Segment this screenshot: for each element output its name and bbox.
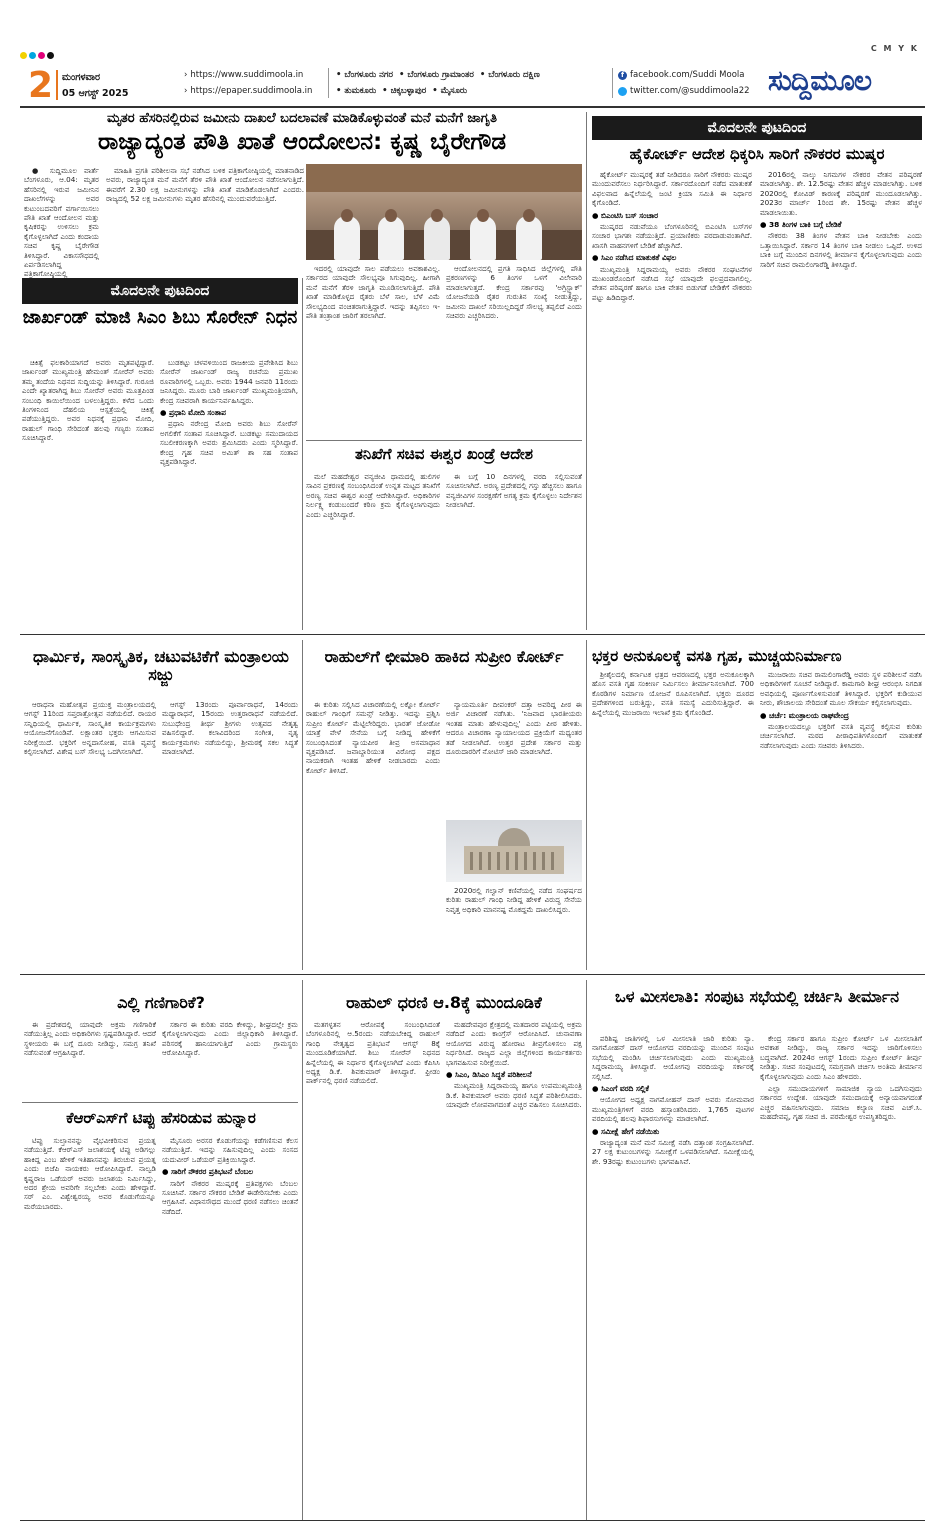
rahul-protest-subhead: ● ಸಿಎಂ, ಡಿಸಿಎಂ ಸಿದ್ಧತೆ ಪರಿಶೀಲನೆ bbox=[446, 1070, 532, 1080]
housing-col-1: ಶ್ರೀಶೈಲದಲ್ಲಿ ಕರ್ನಾಟಕ ಛತ್ರದ ಆವರಣದಲ್ಲಿ ಭಕ್ತರ ಅನುಕೂಲಕ್ಕಾಗಿ ಹೊಸ ವಸತಿ ಗೃಹ ಸಂಕೀರ್ಣ ನಿರ್ಮಿಸಲು ತೀರ್ಮಾನಿಸಲಾಗಿದೆ. 700 ಕೊಠಡಿಗಳ ನಿರ್ಮಾಣ ಯೋಜನೆ ರೂಪಿಸಲಾಗಿದೆ. ಭಕ್ತರು ದೂರದ ಪ್ರದೇಶಗಳಿಂದ ಬರುತ್ತಿದ್ದು, ವಸತಿ ಸಮಸ್ಯೆ ಎದುರಿಸುತ್ತಿದ್ದಾರೆ. ಈ ಹಿನ್ನೆಲೆಯಲ್ಲಿ ಮುಜರಾಯಿ ಇಲಾಖೆ ಕ್ರಮ ಕೈಗೊಂಡಿದೆ. bbox=[592, 670, 754, 717]
highcourt-subhead-1: ● ಬಿಎಂಟಿಸಿ ಬಸ್ ಸಂಚಾರ bbox=[592, 210, 658, 220]
highcourt-subhead-3: ● 38 ತಿಂಗಳ ಬಾಕಿ ಬಗ್ಗೆ ಬೇಡಿಕೆ bbox=[760, 220, 842, 230]
registration-dot-icon bbox=[47, 52, 54, 59]
rahul-court-col-2: ನ್ಯಾಯಮೂರ್ತಿ ದೀಪಂಕರ್ ದತ್ತಾ ಅವರಿದ್ದ ಪೀಠ ಈ ಅರ್ಜಿ ವಿಚಾರಣೆ ನಡೆಸಿತು. 'ನಿಜವಾದ ಭಾರತೀಯರು ಇಂತಹ ಮಾತು ಹೇಳುವುದಿಲ್ಲ' ಎಂದು ಪೀಠ ಹೇಳಿತು. ಆದರೂ ವಿಚಾರಣಾ ನ್ಯಾಯಾಲಯದ ಪ್ರಕ್ರಿಯೆಗೆ ಮಧ್ಯಂತರ ತಡೆ ನೀಡಲಾಗಿದೆ. ಉತ್ತರ ಪ್ರದೇಶ ಸರ್ಕಾರ ಮತ್ತು ದೂರುದಾರರಿಗೆ ನೋಟಿಸ್ ಜಾರಿ ಮಾಡಲಾಗಿದೆ. bbox=[446, 700, 582, 757]
mantralaya-headline: ಧಾರ್ಮಿಕ, ಸಾಂಸ್ಕೃತಿಕ, ಚಟುವಟಿಕೆಗೆ ಮಂತ್ರಾಲಯ ಸಜ್ಜು bbox=[33, 647, 289, 684]
edition-bengaluru-south[interactable]: • ಬೆಂಗಳೂರು ದಕ್ಷಿಣ bbox=[479, 70, 540, 80]
twitter-link[interactable]: twitter.com/@suddimoola22 bbox=[618, 86, 750, 96]
jharkhand-headline: ಜಾರ್ಖಂಡ್ ಮಾಜಿ ಸಿಎಂ ಶಿಬು ಸೊರೇನ್ ನಿಧನ bbox=[22, 307, 298, 328]
page-number-divider bbox=[56, 70, 58, 100]
housing-headline: ಭಕ್ತರ ಅನುಕೂಲಕ್ಕೆ ವಸತಿ ಗೃಹ, ಮುಚ್ಚಯನಿರ್ಮಾಣ bbox=[592, 647, 842, 665]
lead-col-1: ● ಸುದ್ದಿಮೂಲ ವಾರ್ತೆ ಬೆಂಗಳೂರು, ಆ.04: ಮೃತರ ಹೆಸರಿನಲ್ಲಿ ಇರುವ ಜಮೀನಿನ ದಾಖಲೆಗಳನ್ನು ಅವರ ಕುಟುಂಬದವರಿಗೆ ವರ್ಗಾಯಿಸಲು ಪೌತಿ ಖಾತೆ ಆಂದೋಲನ ಮತ್ತು ಕೃಷಿಕರನ್ನು ಉಳಿಸಲು ಕ್ರಮ ಕೈಗೊಳ್ಳಲಾಗಿದೆ ಎಂದು ಕಂದಾಯ ಸಚಿವ ಕೃಷ್ಣ ಬೈರೇಗೌಡ ತಿಳಿಸಿದ್ದಾರೆ. ವಿಕಾಸಸೌಧದಲ್ಲಿ ಏರ್ಪಡಿಸಲಾಗಿದ್ದ ಪತ್ರಿಕಾಗೋಷ್ಠಿಯಲ್ಲಿ bbox=[24, 166, 99, 279]
krs-headline: ಕೆಆರ್‌ಎಸ್‌ಗೆ ಟಿಪ್ಪು ಹೆಸರಿಡುವ ಹುನ್ನಾರ bbox=[66, 1109, 256, 1127]
edition-tumakuru[interactable]: • ತುಮಕೂರು bbox=[336, 86, 377, 96]
highcourt-section-band: ಮೊದಲನೇ ಪುಟದಿಂದ bbox=[592, 116, 922, 140]
reservation-col-2: ಕೇಂದ್ರ ಸರ್ಕಾರ ಹಾಗೂ ಸುಪ್ರೀಂ ಕೋರ್ಟ್ ಒಳ ಮೀಸಲಾತಿಗೆ ಅವಕಾಶ ನೀಡಿದ್ದು, ರಾಜ್ಯ ಸರ್ಕಾರ ಇದನ್ನು ಜಾರಿಗೊಳಿಸಲು ಬದ್ಧವಾಗಿದೆ. 2024ರ ಆಗಸ್ಟ್ 1ರಂದು ಸುಪ್ರೀಂ ಕೋರ್ಟ್ ತೀರ್ಪು ನೀಡಿತ್ತು. ಸಚಿವ ಸಂಪುಟದಲ್ಲಿ ಸಮಗ್ರವಾಗಿ ಚರ್ಚಿಸಿ ಅಂತಿಮ ತೀರ್ಮಾನ ಕೈಗೊಳ್ಳಲಾಗುವುದು ಎಂದು ಸಿಎಂ ಹೇಳಿದರು. ಎಲ್ಲಾ ಸಮುದಾಯಗಳಿಗೆ ಸಾಮಾಜಿಕ ನ್ಯಾಯ ಒದಗಿಸುವುದು ಸರ್ಕಾರದ ಉದ್ದೇಶ. ಯಾವುದೇ ಸಮುದಾಯಕ್ಕೆ ಅನ್ಯಾಯವಾಗದಂತೆ ಎಚ್ಚರ ವಹಿಸಲಾಗುವುದು. ಸಮಾಜ ಕಲ್ಯಾಣ ಸಚಿವ ಎಚ್.ಸಿ. ಮಹದೇವಪ್ಪ, ಗೃಹ ಸಚಿವ ಜಿ. ಪರಮೇಶ್ವರ ಉಪಸ್ಥಿತರಿದ್ದರು. bbox=[760, 1034, 922, 1122]
jharkhand-subhead: ● ಪ್ರಧಾನಿ ಮೋದಿ ಸಂತಾಪ bbox=[160, 408, 226, 418]
twitter-icon bbox=[618, 87, 627, 96]
krs-col-1: ಟಿಪ್ಪು ಸುಲ್ತಾನನನ್ನು ವೈಭವೀಕರಿಸುವ ಪ್ರಯತ್ನ ನಡೆಯುತ್ತಿದೆ. ಕೆಆರ್‌ಎಸ್ ಜಲಾಶಯಕ್ಕೆ ಟಿಪ್ಪು ಅಡಿಗಲ್ಲು ಹಾಕಿದ್ದ ಎಂಬ ಹೇಳಿಕೆ ಇತಿಹಾಸವನ್ನು ತಿರುಚುವ ಪ್ರಯತ್ನ ಎಂದು ಬಿಜೆಪಿ ನಾಯಕರು ಆರೋಪಿಸಿದ್ದಾರೆ. ನಾಲ್ವಡಿ ಕೃಷ್ಣರಾಜ ಒಡೆಯರ್ ಅವರು ಜಲಾಶಯ ನಿರ್ಮಿಸಿದ್ದು, ಅದರ ಶ್ರೇಯ ಅವರಿಗೇ ಸಲ್ಲಬೇಕು ಎಂದು ಹೇಳಿದ್ದಾರೆ. ಸರ್‌ ಎಂ. ವಿಶ್ವೇಶ್ವರಯ್ಯ ಅವರ ಕೊಡುಗೆಯನ್ನೂ ಮರೆಯಬಾರದು. bbox=[24, 1136, 156, 1211]
lead-headline: ರಾಜ್ಯಾದ್ಯಂತ ಪೌತಿ ಖಾತೆ ಆಂದೋಲನ: ಕೃಷ್ಣ ಬೈರೇಗೌಡ bbox=[97, 129, 507, 155]
jharkhand-section-band: ಮೊದಲನೇ ಪುಟದಿಂದ bbox=[22, 278, 298, 304]
eshwar-col-2: ಈ ಬಗ್ಗೆ 10 ದಿನಗಳಲ್ಲಿ ವರದಿ ಸಲ್ಲಿಸುವಂತೆ ಸೂಚಿಸಲಾಗಿದೆ. ಅರಣ್ಯ ಪ್ರದೇಶದಲ್ಲಿ ಗಸ್ತು ಹೆಚ್ಚಿಸಲು ಹಾಗೂ ವನ್ಯಜೀವಿಗಳ ಸಂರಕ್ಷಣೆಗೆ ಅಗತ್ಯ ಕ್ರಮ ಕೈಗೊಳ್ಳಲು ನಿರ್ದೇಶನ ನೀಡಲಾಗಿದೆ. bbox=[446, 472, 582, 510]
highcourt-col-1: ಹೈಕೋರ್ಟ್ ಮುಷ್ಕರಕ್ಕೆ ತಡೆ ನೀಡಿದರೂ ಸಾರಿಗೆ ನೌಕರರು ಮುಷ್ಕರ ಮುಂದುವರೆಸಲು ನಿರ್ಧರಿಸಿದ್ದಾರೆ. ಸರ್ಕಾರದೊಂದಿಗೆ ನಡೆದ ಮಾತುಕತೆ ವಿಫಲವಾದ ಹಿನ್ನೆಲೆಯಲ್ಲಿ ಜಂಟಿ ಕ್ರಿಯಾ ಸಮಿತಿ ಈ ನಿರ್ಧಾರ ಕೈಗೊಂಡಿದೆ. ● ಬಿಎಂಟಿಸಿ ಬಸ್ ಸಂಚಾರ ಮುಷ್ಕರದ ನಡುವೆಯೂ ಬೆಂಗಳೂರಿನಲ್ಲಿ ಬಿಎಂಟಿಸಿ ಬಸ್‌ಗಳ ಸಂಚಾರ ಭಾಗಶಃ ನಡೆಯುತ್ತಿದೆ. ಪ್ರಯಾಣಿಕರು ಪರದಾಡುವಂತಾಗಿದೆ. ಖಾಸಗಿ ವಾಹನಗಳಿಗೆ ಬೇಡಿಕೆ ಹೆಚ್ಚಾಗಿದೆ. ● ಸಿಎಂ ನಡೆಸಿದ ಮಾತುಕತೆ ವಿಫಲ ಮುಖ್ಯಮಂತ್ರಿ ಸಿದ್ದರಾಮಯ್ಯ ಅವರು ನೌಕರರ ಸಂಘಟನೆಗಳ ಮುಖಂಡರೊಂದಿಗೆ ನಡೆಸಿದ ಸಭೆ ಯಾವುದೇ ಫಲಪ್ರದವಾಗಲಿಲ್ಲ. ವೇತನ ಪರಿಷ್ಕರಣೆ ಹಾಗೂ ಬಾಕಿ ವೇತನ ಬಿಡುಗಡೆ ಬೇಡಿಕೆಗೆ ನೌಕರರು ಪಟ್ಟು ಹಿಡಿದಿದ್ದಾರೆ. bbox=[592, 170, 752, 302]
social-links bbox=[618, 70, 750, 96]
website-link[interactable]: › https://www.suddimoola.in bbox=[184, 70, 304, 80]
registration-dot-icon bbox=[38, 52, 45, 59]
mining-col-2: ಸರ್ಕಾರ ಈ ಕುರಿತು ವರದಿ ಕೇಳಿದ್ದು, ಶೀಘ್ರದಲ್ಲೇ ಕ್ರಮ ಕೈಗೊಳ್ಳಲಾಗುವುದು ಎಂದು ಜಿಲ್ಲಾಧಿಕಾರಿ ತಿಳಿಸಿದ್ದಾರೆ. ಪರಿಸರಕ್ಕೆ ಹಾನಿಯಾಗುತ್ತಿದೆ ಎಂದು ಗ್ರಾಮಸ್ಥರು ಆರೋಪಿಸಿದ್ದಾರೆ. bbox=[162, 1020, 298, 1058]
krs-subhead: ● ಸಾರಿಗೆ ನೌಕರರ ಪ್ರತಿಭಟನೆ ಬೆಂಬಲ bbox=[162, 1167, 254, 1177]
facebook-icon: f bbox=[618, 71, 627, 80]
lead-photo-meeting bbox=[306, 164, 582, 260]
website-links bbox=[184, 70, 312, 96]
issue-date: 05 ಆಗಸ್ಟ್ 2025 bbox=[62, 88, 129, 99]
newspaper-logo: ಸುದ್ದಿಮೂಲ bbox=[768, 64, 872, 97]
rahul-protest-headline: ರಾಹುಲ್ ಧರಣಿ ಆ.8ಕ್ಕೆ ಮುಂದೂಡಿಕೆ bbox=[346, 993, 542, 1012]
jharkhand-col-1: ಚಿಕಿತ್ಸೆ ಫಲಕಾರಿಯಾಗದೆ ಅವರು ಮೃತಪಟ್ಟಿದ್ದಾರೆ. ಜಾರ್ಖಂಡ್ ಮುಖ್ಯಮಂತ್ರಿ ಹೇಮಂತ್ ಸೋರೆನ್ ಅವರು ತಮ್ಮ ತಂದೆಯ ನಿಧನದ ಸುದ್ದಿಯನ್ನು ತಿಳಿಸಿದ್ದಾರೆ. ಗುರೂಜಿ ಎಂದೇ ಖ್ಯಾತರಾಗಿದ್ದ ಶಿಬು ಸೋರೆನ್ ಅವರು ಮೂತ್ರಪಿಂಡ ಸಂಬಂಧಿ ಕಾಯಿಲೆಯಿಂದ ಬಳಲುತ್ತಿದ್ದರು. ಕಳೆದ ಒಂದು ತಿಂಗಳಿನಿಂದ ದೆಹಲಿಯ ಆಸ್ಪತ್ರೆಯಲ್ಲಿ ಚಿಕಿತ್ಸೆ ಪಡೆಯುತ್ತಿದ್ದರು. ಅವರ ನಿಧನಕ್ಕೆ ಪ್ರಧಾನಿ ಮೋದಿ, ರಾಹುಲ್ ಗಾಂಧಿ ಸೇರಿದಂತೆ ಹಲವು ಗಣ್ಯರು ಸಂತಾಪ ಸೂಚಿಸಿದ್ದಾರೆ. bbox=[22, 358, 154, 443]
edition-bengaluru-city[interactable]: • ಬೆಂಗಳೂರು ನಗರ bbox=[336, 70, 393, 80]
mining-headline: ಎಲ್ಲಿ ಗಣಿಗಾರಿಕೆ? bbox=[117, 993, 205, 1012]
reservation-subhead-1: ● ಸಿಎಂಗೆ ವರದಿ ಸಲ್ಲಿಕೆ bbox=[592, 1084, 649, 1094]
rahul-protest-col-2: ಮಹದೇವಪುರ ಕ್ಷೇತ್ರದಲ್ಲಿ ಮತದಾರರ ಪಟ್ಟಿಯಲ್ಲಿ ಅಕ್ರಮ ನಡೆದಿದೆ ಎಂದು ಕಾಂಗ್ರೆಸ್ ಆರೋಪಿಸಿದೆ. ಚುನಾವಣಾ ಆಯೋಗದ ವಿರುದ್ಧ ಹೋರಾಟ ತೀವ್ರಗೊಳಿಸಲು ಪಕ್ಷ ನಿರ್ಧರಿಸಿದೆ. ರಾಜ್ಯದ ಎಲ್ಲಾ ಜಿಲ್ಲೆಗಳಿಂದ ಕಾರ್ಯಕರ್ತರು ಭಾಗವಹಿಸುವ ನಿರೀಕ್ಷೆಯಿದೆ. ● ಸಿಎಂ, ಡಿಸಿಎಂ ಸಿದ್ಧತೆ ಪರಿಶೀಲನೆ ಮುಖ್ಯಮಂತ್ರಿ ಸಿದ್ದರಾಮಯ್ಯ ಹಾಗೂ ಉಪಮುಖ್ಯಮಂತ್ರಿ ಡಿ.ಕೆ. ಶಿವಕುಮಾರ್ ಅವರು ಧರಣಿ ಸಿದ್ಧತೆ ಪರಿಶೀಲಿಸಿದರು. ಯಾವುದೇ ಲೋಪವಾಗದಂತೆ ಎಚ್ಚರ ವಹಿಸಲು ಸೂಚಿಸಿದರು. bbox=[446, 1020, 582, 1110]
reservation-subhead-2: ● ಸಮೀಕ್ಷೆ ಹೇಗೆ ನಡೆಯಿತು bbox=[592, 1126, 660, 1136]
facebook-link[interactable]: f facebook.com/Suddi Moola bbox=[618, 70, 750, 80]
highcourt-subhead-2: ● ಸಿಎಂ ನಡೆಸಿದ ಮಾತುಕತೆ ವಿಫಲ bbox=[592, 253, 677, 263]
eshwar-headline: ತನಿಖೆಗೆ ಸಚಿವ ಈಶ್ವರ ಖಂಡ್ರೆ ಆದೇಶ bbox=[354, 445, 534, 463]
highcourt-col-2: 2016ರಲ್ಲಿ ನಾಲ್ಕು ನಿಗಮಗಳ ನೌಕರರ ವೇತನ ಪರಿಷ್ಕರಣೆ ಮಾಡಲಾಗಿತ್ತು. ಶೇ. 12.5ರಷ್ಟು ವೇತನ ಹೆಚ್ಚಳ ಮಾಡಲಾಗಿತ್ತು. ಬಳಿಕ 2020ರಲ್ಲಿ ಕೋವಿಡ್ ಕಾರಣಕ್ಕೆ ಪರಿಷ್ಕರಣೆ ಮುಂದೂಡಲಾಗಿತ್ತು. 2023ರ ಮಾರ್ಚ್ 1ರಿಂದ ಶೇ. 15ರಷ್ಟು ವೇತನ ಹೆಚ್ಚಳ ಮಾಡಲಾಯಿತು. ● 38 ತಿಂಗಳ ಬಾಕಿ ಬಗ್ಗೆ ಬೇಡಿಕೆ ನೌಕರರು 38 ತಿಂಗಳ ವೇತನ ಬಾಕಿ ನೀಡಬೇಕು ಎಂದು ಒತ್ತಾಯಿಸಿದ್ದಾರೆ. ಸರ್ಕಾರ 14 ತಿಂಗಳ ಬಾಕಿ ನೀಡಲು ಒಪ್ಪಿದೆ. ಉಳಿದ ಬಾಕಿ ಬಗ್ಗೆ ಮುಂದಿನ ದಿನಗಳಲ್ಲಿ ತೀರ್ಮಾನ ಕೈಗೊಳ್ಳಲಾಗುವುದು ಎಂದು ಸಾರಿಗೆ ಸಚಿವ ರಾಮಲಿಂಗಾರೆಡ್ಡಿ ತಿಳಿಸಿದ್ದಾರೆ. bbox=[760, 170, 922, 269]
housing-subhead: ● ಚರ್ಚೆ: ಮಂತ್ರಾಲಯ ರಾಘವೇಂದ್ರ bbox=[760, 710, 849, 720]
housing-col-2: ಮುಜರಾಯಿ ಸಚಿವ ರಾಮಲಿಂಗಾರೆಡ್ಡಿ ಅವರು ಸ್ಥಳ ಪರಿಶೀಲನೆ ನಡೆಸಿ ಅಧಿಕಾರಿಗಳಿಗೆ ಸೂಚನೆ ನೀಡಿದ್ದಾರೆ. ಕಾಮಗಾರಿ ಶೀಘ್ರ ಆರಂಭಿಸಿ ನಿಗದಿತ ಅವಧಿಯಲ್ಲಿ ಪೂರ್ಣಗೊಳಿಸುವಂತೆ ತಿಳಿಸಿದ್ದಾರೆ. ಭಕ್ತರಿಗೆ ಕುಡಿಯುವ ನೀರು, ಶೌಚಾಲಯ ಸೇರಿದಂತೆ ಮೂಲ ಸೌಕರ್ಯ ಕಲ್ಪಿಸಲಾಗುವುದು. ● ಚರ್ಚೆ: ಮಂತ್ರಾಲಯ ರಾಘವೇಂದ್ರ ಮಂತ್ರಾಲಯದಲ್ಲೂ ಭಕ್ತರಿಗೆ ವಸತಿ ವ್ಯವಸ್ಥೆ ಕಲ್ಪಿಸುವ ಕುರಿತು ಚರ್ಚಿಸಲಾಗಿದೆ. ಮಠದ ಪೀಠಾಧಿಪತಿಗಳೊಂದಿಗೆ ಮಾತುಕತೆ ನಡೆಸಲಾಗುವುದು ಎಂದು ಸಚಿವರು ತಿಳಿಸಿದರು. bbox=[760, 670, 922, 750]
page-number: 2 bbox=[28, 65, 54, 106]
lead-col-2: ಮಾಹಿತಿ ಪ್ರಗತಿ ಪರಿಶೀಲನಾ ಸಭೆ ನಡೆಸಿದ ಬಳಿಕ ಪತ್ರಿಕಾಗೋಷ್ಠಿಯಲ್ಲಿ ಮಾತನಾಡಿದ ಅವರು, ರಾಜ್ಯಾದ್ಯಂತ ಮನೆ ಮನೆಗೆ ತೆರಳಿ ಪೌತಿ ಖಾತೆ ಆಂದೋಲನ ನಡೆಸಲಾಗುತ್ತಿದೆ. ಈವರೆಗೆ 2.30 ಲಕ್ಷ ಜಮೀನುಗಳನ್ನು ಪೌತಿ ಖಾತೆ ಮಾಡಿಕೊಡಲಾಗಿದೆ ಎಂದರು. ರಾಜ್ಯದಲ್ಲಿ 52 ಲಕ್ಷ ಜಮೀನುಗಳು ಮೃತರ ಹೆಸರಿನಲ್ಲಿ ಮುಂದುವರೆಯುತ್ತಿದೆ. bbox=[106, 166, 304, 204]
krs-col-2: ಮೈಸೂರು ಅರಸರ ಕೊಡುಗೆಯನ್ನು ಕಡೆಗಣಿಸುವ ಕೆಲಸ ನಡೆಯುತ್ತಿದೆ. ಇದನ್ನು ಸಹಿಸುವುದಿಲ್ಲ ಎಂದು ಸಂಸದ ಯದುವೀರ್ ಒಡೆಯರ್ ಪ್ರತಿಕ್ರಿಯಿಸಿದ್ದಾರೆ. ● ಸಾರಿಗೆ ನೌಕರರ ಪ್ರತಿಭಟನೆ ಬೆಂಬಲ ಸಾರಿಗೆ ನೌಕರರ ಮುಷ್ಕರಕ್ಕೆ ಪ್ರತಿಪಕ್ಷಗಳು ಬೆಂಬಲ ಸೂಚಿಸಿವೆ. ಸರ್ಕಾರ ನೌಕರರ ಬೇಡಿಕೆ ಈಡೇರಿಸಬೇಕು ಎಂದು ಆಗ್ರಹಿಸಿವೆ. ವಿಧಾನಸೌಧದ ಮುಂದೆ ಧರಣಿ ನಡೆಸಲು ಚಿಂತನೆ ನಡೆದಿದೆ. bbox=[162, 1136, 298, 1216]
supreme-court-photo bbox=[446, 820, 582, 882]
jharkhand-col-2: ಬುಡಕಟ್ಟು ಚಳವಳಿಯಿಂದ ರಾಜಕೀಯ ಪ್ರವೇಶಿಸಿದ ಶಿಬು ಸೋರೆನ್ ಜಾರ್ಖಂಡ್ ರಾಜ್ಯ ರಚನೆಯ ಪ್ರಮುಖ ರೂವಾರಿಗಳಲ್ಲಿ ಒಬ್ಬರು. ಅವರು 1944 ಜನವರಿ 11ರಂದು ಜನಿಸಿದ್ದರು. ಮೂರು ಬಾರಿ ಜಾರ್ಖಂಡ್ ಮುಖ್ಯಮಂತ್ರಿಯಾಗಿ, ಕೇಂದ್ರ ಸಚಿವರಾಗಿ ಕಾರ್ಯನಿರ್ವಹಿಸಿದ್ದರು. ● ಪ್ರಧಾನಿ ಮೋದಿ ಸಂತಾಪ ಪ್ರಧಾನಿ ನರೇಂದ್ರ ಮೋದಿ ಅವರು ಶಿಬು ಸೋರೆನ್ ಅಗಲಿಕೆಗೆ ಸಂತಾಪ ಸೂಚಿಸಿದ್ದಾರೆ. ಬುಡಕಟ್ಟು ಸಮುದಾಯದ ಸಬಲೀಕರಣಕ್ಕಾಗಿ ಅವರು ಶ್ರಮಿಸಿದರು ಎಂದು ಸ್ಮರಿಸಿದ್ದಾರೆ. ಕೇಂದ್ರ ಗೃಹ ಸಚಿವ ಅಮಿತ್ ಶಾ ಸಹ ಸಂತಾಪ ವ್ಯಕ್ತಪಡಿಸಿದ್ದಾರೆ. bbox=[160, 358, 298, 467]
cmyk-label: C M Y K bbox=[870, 44, 919, 53]
edition-list bbox=[336, 70, 540, 96]
edition-bengaluru-rural[interactable]: • ಬೆಂಗಳೂರು ಗ್ರಾಮಾಂತರ bbox=[398, 70, 474, 80]
epaper-link[interactable]: › https://epaper.suddimoola.in bbox=[184, 86, 313, 96]
rahul-court-col-2b: 2020ರಲ್ಲಿ ಗಲ್ವಾನ್ ಕಣಿವೆಯಲ್ಲಿ ನಡೆದ ಸಂಘರ್ಷದ ಕುರಿತು ರಾಹುಲ್ ಗಾಂಧಿ ನೀಡಿದ್ದ ಹೇಳಿಕೆ ವಿರುದ್ಧ ಸೇನೆಯ ನಿವೃತ್ತ ಅಧಿಕಾರಿ ಮಾನನಷ್ಟ ಮೊಕದ್ದಮೆ ದಾಖಲಿಸಿದ್ದರು. bbox=[446, 886, 582, 914]
issue-day: ಮಂಗಳವಾರ bbox=[62, 72, 101, 83]
eshwar-col-1: ಮಲೆ ಮಹದೇಶ್ವರ ವನ್ಯಜೀವಿ ಧಾಮದಲ್ಲಿ ಹುಲಿಗಳ ಸಾವಿನ ಪ್ರಕರಣಕ್ಕೆ ಸಂಬಂಧಿಸಿದಂತೆ ಉನ್ನತ ಮಟ್ಟದ ತನಿಖೆಗೆ ಅರಣ್ಯ ಸಚಿವ ಈಶ್ವರ ಖಂಡ್ರೆ ಆದೇಶಿಸಿದ್ದಾರೆ. ಅಧಿಕಾರಿಗಳ ನಿರ್ಲಕ್ಷ್ಯ ಕಂಡುಬಂದರೆ ಕಠಿಣ ಕ್ರಮ ಕೈಗೊಳ್ಳಲಾಗುವುದು ಎಂದು ಎಚ್ಚರಿಸಿದ್ದಾರೆ. bbox=[306, 472, 440, 519]
mantralaya-col-1: ಆರಾಧನಾ ಮಹೋತ್ಸವ ಪ್ರಯುಕ್ತ ಮಂತ್ರಾಲಯದಲ್ಲಿ ಆಗಸ್ಟ್ 11ರಿಂದ ಸಪ್ತರಾತ್ರೋತ್ಸವ ನಡೆಯಲಿದೆ. ರಾಯರ ಸನ್ನಿಧಿಯಲ್ಲಿ ಧಾರ್ಮಿಕ, ಸಾಂಸ್ಕೃತಿಕ ಕಾರ್ಯಕ್ರಮಗಳು ಆಯೋಜನೆಗೊಂಡಿವೆ. ಲಕ್ಷಾಂತರ ಭಕ್ತರು ಆಗಮಿಸುವ ನಿರೀಕ್ಷೆಯಿದೆ. ಭಕ್ತರಿಗೆ ಅನ್ನದಾಸೋಹ, ವಸತಿ ವ್ಯವಸ್ಥೆ ಕಲ್ಪಿಸಲಾಗಿದೆ. ವಿಶೇಷ ಬಸ್ ಸೌಲಭ್ಯ ಒದಗಿಸಲಾಗಿದೆ. bbox=[24, 700, 156, 757]
lead-col-3: ಇದರಲ್ಲಿ ಯಾವುದೇ ಸಾಲ ಪಡೆಯಲು ಅವಕಾಶವಿಲ್ಲ. ಸರ್ಕಾರದ ಯಾವುದೇ ಸೌಲಭ್ಯವೂ ಸಿಗುವುದಿಲ್ಲ. ಹೀಗಾಗಿ ಮನೆ ಮನೆಗೆ ತೆರಳಿ ಜಾಗೃತಿ ಮೂಡಿಸಲಾಗುತ್ತಿದೆ. ಪೌತಿ ಖಾತೆ ಮಾಡಿಕೊಳ್ಳದ ರೈತರು ಬೆಳೆ ಸಾಲ, ಬೆಳೆ ವಿಮೆ ಸೌಲಭ್ಯದಿಂದ ವಂಚಿತರಾಗುತ್ತಿದ್ದಾರೆ. ಇದನ್ನು ತಪ್ಪಿಸಲು ಇ-ಪೌತಿ ತಂತ್ರಾಂಶ ಜಾರಿಗೆ ತರಲಾಗಿದೆ. bbox=[306, 264, 440, 321]
highcourt-headline: ಹೈಕೋರ್ಟ್ ಆದೇಶ ಧಿಕ್ಕರಿಸಿ ಸಾರಿಗೆ ನೌಕರರ ಮುಷ್ಕರ bbox=[629, 145, 885, 163]
edition-chikkaballapura[interactable]: • ಚಿಕ್ಕಬಳ್ಳಾಪುರ bbox=[382, 86, 427, 96]
mantralaya-col-2: ಆಗಸ್ಟ್ 13ರಂದು ಪೂರ್ವಾರಾಧನೆ, 14ರಂದು ಮಧ್ಯಾರಾಧನೆ, 15ರಂದು ಉತ್ತರಾರಾಧನೆ ನಡೆಯಲಿದೆ. ಸುಬುಧೇಂದ್ರ ತೀರ್ಥ ಶ್ರೀಗಳು ಉತ್ಸವದ ನೇತೃತ್ವ ವಹಿಸಲಿದ್ದಾರೆ. ಕಲಾವಿದರಿಂದ ಸಂಗೀತ, ನೃತ್ಯ ಕಾರ್ಯಕ್ರಮಗಳು ನಡೆಯಲಿದ್ದು, ಶ್ರೀಮಠಕ್ಕೆ ಸಕಲ ಸಿದ್ಧತೆ ಮಾಡಲಾಗಿದೆ. bbox=[162, 700, 298, 757]
arrow-icon: › bbox=[184, 86, 188, 96]
lead-kicker: ಮೃತರ ಹೆಸರಿನಲ್ಲಿರುವ ಜಮೀನು ದಾಖಲೆ ಬದಲಾವಣೆ ಮಾಡಿಕೊಳ್ಳುವಂತೆ ಮನೆ ಮನೆಗೆ ಜಾಗೃತಿ bbox=[107, 111, 497, 126]
arrow-icon: › bbox=[184, 70, 188, 80]
rahul-protest-col-1: ಮತಗಳ್ಳತನ ಆರೋಪಕ್ಕೆ ಸಂಬಂಧಿಸಿದಂತೆ ಬೆಂಗಳೂರಿನಲ್ಲಿ ಆ.5ರಂದು ನಡೆಯಬೇಕಿದ್ದ ರಾಹುಲ್ ಗಾಂಧಿ ನೇತೃತ್ವದ ಪ್ರತಿಭಟನೆ ಆಗಸ್ಟ್ 8ಕ್ಕೆ ಮುಂದೂಡಿಕೆಯಾಗಿದೆ. ಶಿಬು ಸೋರೆನ್ ನಿಧನದ ಹಿನ್ನೆಲೆಯಲ್ಲಿ ಈ ನಿರ್ಧಾರ ಕೈಗೊಳ್ಳಲಾಗಿದೆ ಎಂದು ಕೆಪಿಸಿಸಿ ಅಧ್ಯಕ್ಷ ಡಿ.ಕೆ. ಶಿವಕುಮಾರ್ ತಿಳಿಸಿದ್ದಾರೆ. ಫ್ರೀಡಂ ಪಾರ್ಕ್‌ನಲ್ಲಿ ಧರಣಿ ನಡೆಯಲಿದೆ. bbox=[306, 1020, 440, 1086]
rahul-court-headline: ರಾಹುಲ್‌ಗೆ ಛೀಮಾರಿ ಹಾಕಿದ ಸುಪ್ರೀಂ ಕೋರ್ಟ್ bbox=[324, 647, 564, 666]
reservation-headline: ಒಳ ಮೀಸಲಾತಿ: ಸಂಪುಟ ಸಭೆಯಲ್ಲಿ ಚರ್ಚಿಸಿ ತೀರ್ಮಾನ bbox=[614, 987, 900, 1006]
mining-col-1: ಈ ಪ್ರದೇಶದಲ್ಲಿ ಯಾವುದೇ ಅಕ್ರಮ ಗಣಿಗಾರಿಕೆ ನಡೆಯುತ್ತಿಲ್ಲ ಎಂದು ಅಧಿಕಾರಿಗಳು ಸ್ಪಷ್ಟಪಡಿಸಿದ್ದಾರೆ. ಆದರೆ ಸ್ಥಳೀಯರು ಈ ಬಗ್ಗೆ ದೂರು ನೀಡಿದ್ದು, ಸಮಗ್ರ ತನಿಖೆ ನಡೆಸುವಂತೆ ಆಗ್ರಹಿಸಿದ್ದಾರೆ. bbox=[24, 1020, 156, 1058]
registration-dot-icon bbox=[20, 52, 27, 59]
lead-col-4: ಆಂದೋಲನದಲ್ಲಿ ಪ್ರಗತಿ ಸಾಧಿಸಿದ ಜಿಲ್ಲೆಗಳಲ್ಲಿ ಪೌತಿ ಪ್ರಕರಣಗಳನ್ನು 6 ತಿಂಗಳ ಒಳಗೆ ವಿಲೇವಾರಿ ಮಾಡಲಾಗುತ್ತದೆ. ಕೇಂದ್ರ ಸರ್ಕಾರವು 'ಅಗ್ರಿಸ್ಟ್ಯಾಕ್' ಯೋಜನೆಯಡಿ ರೈತರ ಗುರುತಿನ ಸಂಖ್ಯೆ ನೀಡುತ್ತಿದ್ದು, ಜಮೀನು ದಾಖಲೆ ಸರಿಯಿಲ್ಲದಿದ್ದರೆ ಸೌಲಭ್ಯ ತಪ್ಪಲಿದೆ ಎಂದು ಸಚಿವರು ಎಚ್ಚರಿಸಿದರು. bbox=[446, 264, 582, 321]
color-registration-dots bbox=[20, 44, 56, 63]
rahul-court-col-1: ಈ ಕುರಿತು ಸಲ್ಲಿಸಿದ ವಿಚಾರಣೆಯಲ್ಲಿ ಲಕ್ನೋ ಕೋರ್ಟ್ ರಾಹುಲ್ ಗಾಂಧಿಗೆ ಸಮನ್ಸ್ ನೀಡಿತ್ತು. ಇದನ್ನು ಪ್ರಶ್ನಿಸಿ ಸುಪ್ರೀಂ ಕೋರ್ಟ್ ಮೆಟ್ಟಿಲೇರಿದ್ದರು. ಭಾರತ್ ಜೋಡೋ ಯಾತ್ರೆ ವೇಳೆ ಸೇನೆಯ ಬಗ್ಗೆ ನೀಡಿದ್ದ ಹೇಳಿಕೆಗೆ ಸಂಬಂಧಿಸಿದಂತೆ ನ್ಯಾಯಪೀಠ ತೀವ್ರ ಅಸಮಾಧಾನ ವ್ಯಕ್ತಪಡಿಸಿದೆ. ಜವಾಬ್ದಾರಿಯುತ ವಿರೋಧ ಪಕ್ಷದ ನಾಯಕರಾಗಿ ಇಂತಹ ಹೇಳಿಕೆ ನೀಡಬಾರದು ಎಂದು ಕೋರ್ಟ್ ತಿಳಿಸಿದೆ. bbox=[306, 700, 440, 775]
registration-dot-icon bbox=[29, 52, 36, 59]
reservation-col-1: ಪರಿಶಿಷ್ಟ ಜಾತಿಗಳಲ್ಲಿ ಒಳ ಮೀಸಲಾತಿ ಜಾರಿ ಕುರಿತು ನ್ಯಾ. ನಾಗಮೋಹನ್ ದಾಸ್ ಆಯೋಗದ ವರದಿಯನ್ನು ಮುಂದಿನ ಸಂಪುಟ ಸಭೆಯಲ್ಲಿ ಮಂಡಿಸಿ ಚರ್ಚಿಸಲಾಗುವುದು ಎಂದು ಮುಖ್ಯಮಂತ್ರಿ ಸಿದ್ದರಾಮಯ್ಯ ತಿಳಿಸಿದ್ದಾರೆ. ಆಯೋಗವು ವರದಿಯನ್ನು ಸರ್ಕಾರಕ್ಕೆ ಸಲ್ಲಿಸಿದೆ. ● ಸಿಎಂಗೆ ವರದಿ ಸಲ್ಲಿಕೆ ಆಯೋಗದ ಅಧ್ಯಕ್ಷ ನಾಗಮೋಹನ್ ದಾಸ್ ಅವರು ಸೋಮವಾರ ಮುಖ್ಯಮಂತ್ರಿಗಳಿಗೆ ವರದಿ ಹಸ್ತಾಂತರಿಸಿದರು. 1,765 ಪುಟಗಳ ವರದಿಯಲ್ಲಿ ಹಲವು ಶಿಫಾರಸುಗಳನ್ನು ಮಾಡಲಾಗಿದೆ. ● ಸಮೀಕ್ಷೆ ಹೇಗೆ ನಡೆಯಿತು ರಾಜ್ಯಾದ್ಯಂತ ಮನೆ ಮನೆ ಸಮೀಕ್ಷೆ ನಡೆಸಿ ದತ್ತಾಂಶ ಸಂಗ್ರಹಿಸಲಾಗಿದೆ. 27 ಲಕ್ಷ ಕುಟುಂಬಗಳನ್ನು ಸಮೀಕ್ಷೆಗೆ ಒಳಪಡಿಸಲಾಗಿದೆ. ಸಮೀಕ್ಷೆಯಲ್ಲಿ ಶೇ. 93ರಷ್ಟು ಕುಟುಂಬಗಳು ಭಾಗವಹಿಸಿವೆ. bbox=[592, 1034, 754, 1166]
edition-mysuru[interactable]: • ಮೈಸೂರು bbox=[432, 86, 468, 96]
